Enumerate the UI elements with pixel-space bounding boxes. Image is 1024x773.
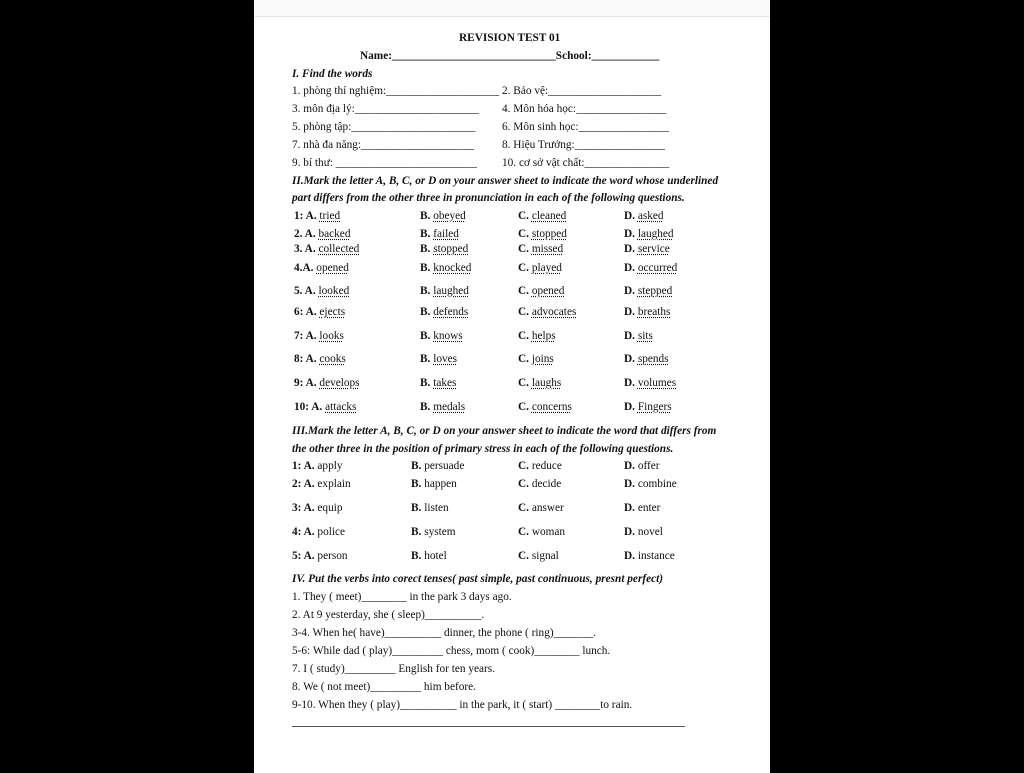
- option-letter: 2: A.: [292, 478, 315, 490]
- option-a: [294, 243, 359, 256]
- option-d: [624, 377, 676, 390]
- find-word-item: 3. môn địa lý:______________________: [292, 103, 480, 115]
- option-word: looked: [318, 285, 350, 297]
- option-c: [518, 306, 576, 319]
- option-b: [411, 502, 449, 515]
- option-a: [294, 285, 349, 298]
- option-letter: 4.A.: [294, 262, 314, 274]
- tense-question: 9-10. When they ( play)__________ in the park, it ( start) ________to rain.: [292, 699, 633, 711]
- option-word: obeyed: [433, 210, 466, 222]
- option-a: [294, 210, 340, 223]
- tense-question: 8. We ( not meet)_________ him before.: [292, 681, 476, 693]
- option-a: [294, 330, 344, 343]
- option-letter: B.: [411, 526, 422, 538]
- option-word: medals: [433, 401, 466, 413]
- page-title: REVISION TEST 01: [459, 32, 561, 44]
- option-letter: B.: [420, 285, 431, 297]
- name-school-line: Name:_____________________________School:____________: [360, 50, 660, 62]
- option-letter: B.: [411, 460, 422, 472]
- option-word: listen: [424, 502, 449, 514]
- option-letter: 7: A.: [294, 330, 317, 342]
- option-word: helps: [531, 330, 556, 342]
- option-word: takes: [433, 377, 457, 389]
- option-letter: D.: [624, 550, 635, 562]
- option-word: missed: [531, 243, 564, 255]
- option-c: [518, 285, 564, 298]
- option-word: develops: [319, 377, 360, 389]
- option-letter: 2. A.: [294, 228, 316, 240]
- option-letter: B.: [420, 401, 431, 413]
- option-b: [420, 243, 468, 256]
- option-d: [624, 502, 660, 515]
- option-b: [420, 262, 471, 275]
- option-word: novel: [637, 526, 663, 538]
- option-letter: B.: [420, 262, 431, 274]
- option-letter: D.: [624, 285, 635, 297]
- option-d: [624, 306, 670, 319]
- option-c: [518, 262, 562, 275]
- option-letter: D.: [624, 526, 635, 538]
- option-word: ejects: [319, 306, 346, 318]
- option-letter: C.: [518, 377, 529, 389]
- option-a: [292, 550, 348, 563]
- find-word-item: 6. Môn sinh học:________________: [502, 121, 669, 133]
- option-word: attacks: [325, 401, 357, 413]
- option-d: [624, 243, 670, 256]
- option-word: cooks: [319, 353, 346, 365]
- option-word: knocked: [433, 262, 472, 274]
- option-word: breaths: [637, 306, 671, 318]
- option-a: [292, 526, 345, 539]
- option-letter: D.: [624, 306, 635, 318]
- option-letter: C.: [518, 262, 529, 274]
- option-letter: B.: [420, 377, 431, 389]
- find-word-item: 10. cơ sở vật chất:_______________: [502, 157, 670, 169]
- find-word-item: 9. bí thư: _________________________: [292, 157, 477, 169]
- option-c: [518, 478, 561, 491]
- option-c: [518, 210, 566, 223]
- find-word-item: 7. nhà đa năng:____________________: [292, 139, 474, 151]
- option-letter: D.: [624, 377, 635, 389]
- option-word: stopped: [433, 243, 469, 255]
- option-c: [518, 243, 563, 256]
- section-2-heading-cont: part differs from the other three in pronunciation in each of the following questions.: [292, 192, 685, 204]
- option-letter: C.: [518, 478, 529, 490]
- option-word: defends: [433, 306, 469, 318]
- option-letter: B.: [420, 228, 431, 240]
- option-a: [292, 478, 351, 491]
- option-letter: B.: [420, 306, 431, 318]
- page-top-edge: [254, 0, 770, 17]
- option-word: spends: [637, 353, 669, 365]
- option-word: concerns: [531, 401, 572, 413]
- option-b: [420, 285, 469, 298]
- option-d: [624, 401, 672, 414]
- option-letter: C.: [518, 243, 529, 255]
- section-1-heading: I. Find the words: [292, 68, 373, 80]
- option-b: [420, 306, 468, 319]
- option-letter: B.: [411, 478, 422, 490]
- option-a: [294, 262, 349, 275]
- option-letter: 10: A.: [294, 401, 323, 413]
- option-d: [624, 460, 660, 473]
- option-word: answer: [531, 502, 564, 514]
- option-b: [420, 401, 465, 414]
- option-d: [624, 228, 674, 241]
- option-word: knows: [433, 330, 463, 342]
- option-word: offer: [637, 460, 660, 472]
- option-word: laughed: [433, 285, 469, 297]
- tense-question: 7. I ( study)_________ English for ten years.: [292, 663, 495, 675]
- section-3-heading-cont: the other three in the position of primary stress in each of the following questions.: [292, 443, 674, 455]
- option-letter: 4: A.: [292, 526, 315, 538]
- option-word: cleaned: [531, 210, 567, 222]
- option-word: sits: [637, 330, 653, 342]
- option-c: [518, 502, 564, 515]
- option-word: played: [531, 262, 562, 274]
- option-word: joins: [531, 353, 554, 365]
- option-word: happen: [424, 478, 457, 490]
- option-b: [420, 228, 459, 241]
- option-letter: D.: [624, 478, 635, 490]
- section-4-heading: IV. Put the verbs into corect tenses( past simple, past continuous, presnt perfect): [292, 573, 664, 585]
- option-letter: B.: [420, 210, 431, 222]
- option-word: woman: [531, 526, 566, 538]
- option-letter: D.: [624, 228, 635, 240]
- option-d: [624, 285, 672, 298]
- option-c: [518, 377, 561, 390]
- option-b: [411, 460, 464, 473]
- option-b: [420, 210, 466, 223]
- option-word: decide: [531, 478, 562, 490]
- option-letter: D.: [624, 262, 635, 274]
- option-letter: 5. A.: [294, 285, 316, 297]
- find-word-item: 1. phòng thí nghiệm:____________________: [292, 85, 500, 97]
- option-word: hotel: [424, 550, 447, 562]
- option-a: [294, 377, 360, 390]
- option-word: laughs: [531, 377, 562, 389]
- tense-question: 2. At 9 yesterday, she ( sleep)__________.: [292, 609, 485, 621]
- document-page: [254, 0, 770, 773]
- option-letter: D.: [624, 401, 635, 413]
- option-word: stopped: [531, 228, 567, 240]
- option-b: [411, 478, 457, 491]
- option-letter: B.: [420, 353, 431, 365]
- option-word: police: [317, 526, 346, 538]
- option-a: [292, 502, 343, 515]
- option-a: [294, 401, 356, 414]
- option-letter: C.: [518, 306, 529, 318]
- option-word: explain: [317, 478, 351, 490]
- option-letter: C.: [518, 460, 529, 472]
- option-d: [624, 262, 677, 275]
- option-letter: 6: A.: [294, 306, 317, 318]
- option-letter: B.: [411, 550, 422, 562]
- option-c: [518, 550, 559, 563]
- option-b: [411, 526, 456, 539]
- option-letter: 5: A.: [292, 550, 315, 562]
- option-b: [420, 353, 457, 366]
- option-b: [411, 550, 447, 563]
- option-d: [624, 353, 669, 366]
- option-word: stepped: [637, 285, 673, 297]
- option-word: system: [424, 526, 456, 538]
- option-letter: D.: [624, 243, 635, 255]
- option-letter: D.: [624, 353, 635, 365]
- option-letter: D.: [624, 502, 635, 514]
- option-word: opened: [316, 262, 349, 274]
- option-letter: D.: [624, 210, 635, 222]
- option-letter: 1: A.: [294, 210, 317, 222]
- option-word: backed: [318, 228, 351, 240]
- option-a: [294, 306, 345, 319]
- option-word: instance: [637, 550, 675, 562]
- option-d: [624, 550, 675, 563]
- option-word: persuade: [424, 460, 465, 472]
- option-letter: D.: [624, 460, 635, 472]
- option-c: [518, 460, 562, 473]
- option-a: [294, 228, 350, 241]
- option-letter: C.: [518, 210, 529, 222]
- option-word: asked: [637, 210, 664, 222]
- option-word: combine: [637, 478, 677, 490]
- find-word-item: 4. Môn hóa học:________________: [502, 103, 667, 115]
- option-c: [518, 401, 572, 414]
- option-word: collected: [318, 243, 360, 255]
- option-c: [518, 330, 556, 343]
- option-word: laughed: [637, 228, 674, 240]
- find-word-item: 2. Bảo vệ:____________________: [502, 85, 662, 97]
- option-word: signal: [531, 550, 559, 562]
- option-letter: C.: [518, 550, 529, 562]
- option-word: looks: [319, 330, 344, 342]
- option-letter: 3. A.: [294, 243, 316, 255]
- option-d: [624, 526, 663, 539]
- option-letter: 8: A.: [294, 353, 317, 365]
- find-word-item: 8. Hiệu Trưởng:________________: [502, 139, 666, 151]
- option-word: person: [317, 550, 348, 562]
- option-letter: C.: [518, 330, 529, 342]
- tense-question: 1. They ( meet)________ in the park 3 days ago.: [292, 591, 512, 603]
- option-d: [624, 330, 653, 343]
- option-letter: B.: [420, 243, 431, 255]
- tense-question: 5-6: While dad ( play)_________ chess, mom ( cook)________ lunch.: [292, 645, 611, 657]
- section-3-heading: III.Mark the letter A, B, C, or D on your answer sheet to indicate the word that differs from: [292, 425, 717, 437]
- option-word: reduce: [531, 460, 562, 472]
- option-word: loves: [433, 353, 458, 365]
- option-letter: B.: [411, 502, 422, 514]
- option-c: [518, 228, 567, 241]
- option-d: [624, 478, 677, 491]
- option-word: enter: [637, 502, 661, 514]
- option-word: opened: [531, 285, 565, 297]
- option-b: [420, 377, 456, 390]
- option-c: [518, 353, 554, 366]
- option-word: Fingers: [637, 401, 672, 413]
- option-letter: 1: A.: [292, 460, 315, 472]
- option-word: equip: [317, 502, 343, 514]
- option-letter: C.: [518, 228, 529, 240]
- option-a: [294, 353, 346, 366]
- find-word-item: 5. phòng tập:______________________: [292, 121, 476, 133]
- option-word: advocates: [531, 306, 577, 318]
- option-letter: 3: A.: [292, 502, 315, 514]
- option-word: failed: [433, 228, 459, 240]
- option-word: volumes: [637, 377, 677, 389]
- option-c: [518, 526, 565, 539]
- option-letter: B.: [420, 330, 431, 342]
- option-a: [292, 460, 343, 473]
- section-2-heading: II.Mark the letter A, B, C, or D on your answer sheet to indicate the word whose underlined: [292, 175, 719, 187]
- option-letter: C.: [518, 285, 529, 297]
- option-letter: D.: [624, 330, 635, 342]
- bottom-rule: [292, 726, 685, 727]
- option-b: [420, 330, 463, 343]
- tense-question: 3-4. When he( have)__________ dinner, the phone ( ring)_______.: [292, 627, 596, 639]
- option-word: service: [637, 243, 670, 255]
- option-letter: C.: [518, 401, 529, 413]
- option-letter: C.: [518, 526, 529, 538]
- option-letter: 9: A.: [294, 377, 317, 389]
- option-d: [624, 210, 664, 223]
- option-word: occurred: [637, 262, 678, 274]
- option-letter: C.: [518, 502, 529, 514]
- option-word: tried: [319, 210, 341, 222]
- option-letter: C.: [518, 353, 529, 365]
- option-word: apply: [317, 460, 343, 472]
